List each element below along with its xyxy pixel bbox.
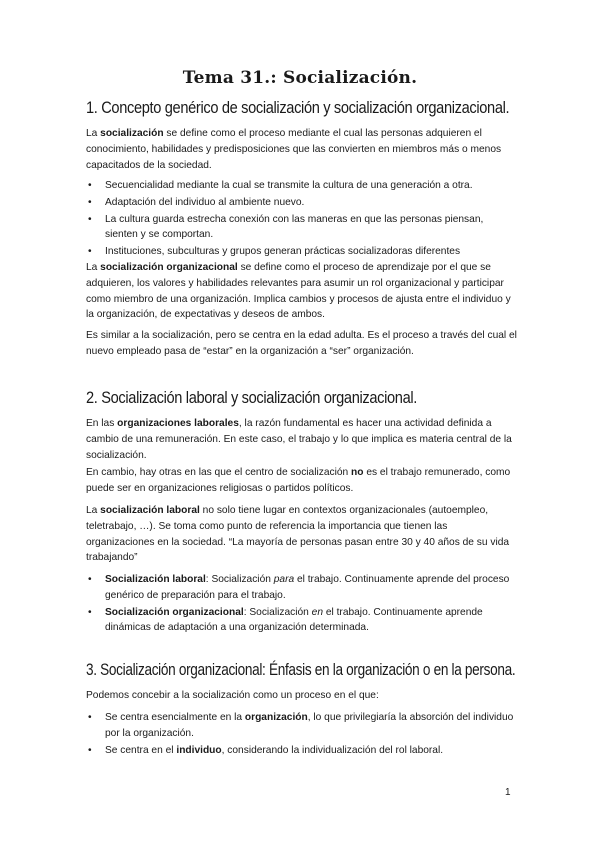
bullet-icon: • (88, 213, 92, 225)
s1-bullet-list (86, 178, 518, 261)
s3-paragraph-1: Podemos concebir a la socialización como un proceso en el que: (86, 690, 379, 701)
bullet-icon: • (88, 246, 92, 258)
s2-paragraph-2: En cambio, hay otras en las que el centro de socialización no es el trabajo remunerado, como puede ser en organizaciones religiosas o partidos políticos. (86, 467, 511, 494)
bullet-icon: • (88, 606, 92, 618)
s1-paragraph-1: La socialización se define como el proceso mediante el cual las personas adquieren el conocimiento, habilidades y predisposiciones que las convierten en miembros más o menos capacitados de la sociedad. (86, 128, 502, 171)
s2-bullet-list (86, 572, 518, 637)
s2-paragraph-1: En las organizaciones laborales, la razón fundamental es hacer una actividad definida a cambio de una remuneración. En este caso, el trabajo y lo que implica es materia central de la socialización. (86, 418, 512, 461)
list-item: • Se centra esencialmente en la organización, lo que privilegiaría la absorción del individuo por la organización. (88, 712, 514, 739)
list-item: • La cultura guarda estrecha conexión con las maneras en que las personas piensan, sienten y se comportan. (88, 213, 484, 241)
document-title: Tema 31.: Socialización. (182, 68, 418, 88)
list-item: • Socialización laboral: Socialización para el trabajo. Continuamente aprende del proceso genérico de preparación para el trabajo. (88, 574, 510, 601)
s1-paragraph-3: Es similar a la socialización, pero se centra en la edad adulta. Es el proceso a través del cual el nuevo empleado pasa de “estar” en la organización a “ser” organización. (86, 330, 517, 357)
bullet-icon: • (88, 180, 92, 191)
section-1-heading: 1. Concepto genérico de socialización y socialización organizacional. (86, 98, 510, 117)
list-item: • Socialización organizacional: Socialización en el trabajo. Continuamente aprende dinámicas de adaptación a una organización determinada. (88, 606, 483, 634)
s2-paragraph-3: La socialización laboral no solo tiene lugar en contextos organizacionales (autoempleo, teletrabajo, …). Se toma como punto de referencia la importancia que tienen las organizaciones en la sociedad. “La mayoría de personas pasan entre 30 y 40 años de su vida trabajando” (86, 505, 510, 564)
page-number: 1 (505, 787, 511, 798)
list-item: • Instituciones, subculturas y grupos generan prácticas socializadoras diferentes (86, 244, 518, 260)
list-item: • Adaptación del individuo al ambiente nuevo. (86, 195, 518, 211)
list-item: • Secuencialidad mediante la cual se transmite la cultura de una generación a otra. (86, 178, 518, 194)
section-2-heading: 2. Socialización laboral y socialización organizacional. (86, 388, 418, 407)
bullet-icon: • (88, 196, 92, 208)
s1-paragraph-2: La socialización organizacional se define como el proceso de aprendizaje por el que se adquieren, los valores y habilidades relevantes para asumir un rol organizacional y participar como miembro de una organización. Implica cambios y procesos de ajusta entre el individuo y la organización, de expectativas y deseos de ambos. (86, 262, 511, 321)
list-item: • Se centra en el individuo, considerando la individualización del rol laboral. (86, 743, 518, 759)
s3-bullet-list (86, 710, 518, 759)
section-3-heading: 3. Socialización organizacional: Énfasis en la organización o en la persona. (86, 660, 516, 679)
bullet-icon: • (88, 744, 92, 756)
bullet-icon: • (88, 574, 92, 585)
bullet-icon: • (88, 712, 92, 723)
